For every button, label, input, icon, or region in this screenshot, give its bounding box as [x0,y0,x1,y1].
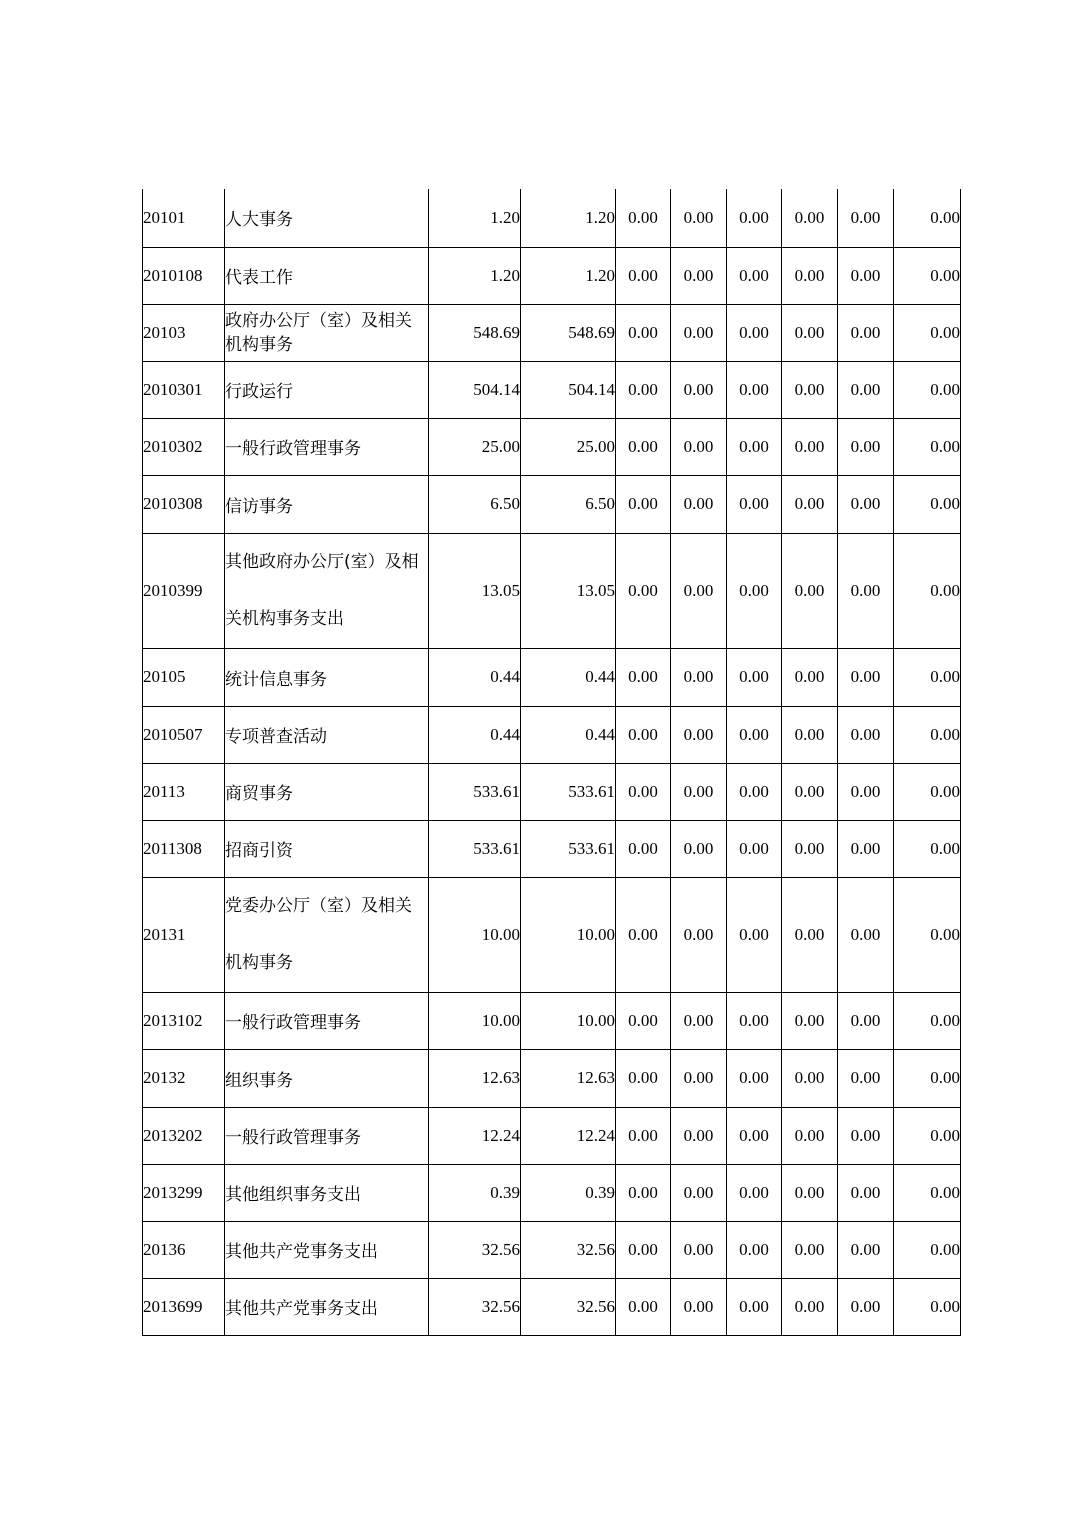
table-row [143,992,961,1049]
amount-cell: 0.00 [782,1221,838,1278]
amount-cell: 0.00 [782,1278,838,1335]
table-row [143,418,961,475]
amount-cell: 0.00 [616,1221,671,1278]
subject-code-cell: 2013102 [143,992,225,1049]
basic-amount-cell: 12.24 [521,1107,616,1164]
amount-cell: 0.00 [782,1164,838,1221]
table-row [143,706,961,763]
total-amount-cell: 533.61 [429,820,521,877]
basic-amount-cell: 0.44 [521,706,616,763]
total-amount-cell: 0.44 [429,706,521,763]
amount-cell: 0.00 [782,1107,838,1164]
basic-amount-cell: 10.00 [521,992,616,1049]
basic-amount-cell: 12.63 [521,1049,616,1107]
subject-code-cell: 20103 [143,304,225,361]
amount-cell: 0.00 [894,533,961,648]
subject-name-cell: 其他政府办公厅(室）及相关机构事务支出 [225,533,429,648]
total-amount-cell: 13.05 [429,533,521,648]
total-amount-cell: 0.44 [429,648,521,706]
subject-name-cell: 信访事务 [225,475,429,533]
table-row [143,304,961,361]
amount-cell: 0.00 [894,304,961,361]
subject-code-cell: 20105 [143,648,225,706]
basic-amount-cell: 25.00 [521,418,616,475]
amount-cell: 0.00 [616,1049,671,1107]
amount-cell: 0.00 [671,475,727,533]
subject-code-cell: 20113 [143,763,225,820]
amount-cell: 0.00 [727,648,782,706]
amount-cell: 0.00 [727,820,782,877]
amount-cell: 0.00 [727,533,782,648]
amount-cell: 0.00 [727,418,782,475]
basic-amount-cell: 1.20 [521,247,616,304]
subject-name-cell: 其他组织事务支出 [225,1164,429,1221]
amount-cell: 0.00 [838,763,894,820]
subject-code-cell: 20101 [143,189,225,247]
basic-amount-cell: 6.50 [521,475,616,533]
subject-code-cell: 2010302 [143,418,225,475]
amount-cell: 0.00 [671,1107,727,1164]
table-row [143,1278,961,1335]
basic-amount-cell: 0.39 [521,1164,616,1221]
amount-cell: 0.00 [616,877,671,992]
basic-amount-cell: 504.14 [521,361,616,418]
subject-code-cell: 20136 [143,1221,225,1278]
amount-cell: 0.00 [671,1164,727,1221]
subject-name-cell: 招商引资 [225,820,429,877]
basic-amount-cell: 1.20 [521,189,616,247]
total-amount-cell: 1.20 [429,189,521,247]
amount-cell: 0.00 [727,877,782,992]
amount-cell: 0.00 [671,706,727,763]
amount-cell: 0.00 [838,1221,894,1278]
basic-amount-cell: 0.44 [521,648,616,706]
amount-cell: 0.00 [894,820,961,877]
basic-amount-cell: 32.56 [521,1278,616,1335]
amount-cell: 0.00 [616,189,671,247]
amount-cell: 0.00 [727,1164,782,1221]
amount-cell: 0.00 [838,1278,894,1335]
basic-amount-cell: 548.69 [521,304,616,361]
subject-name-cell: 行政运行 [225,361,429,418]
subject-code-cell: 2013202 [143,1107,225,1164]
amount-cell: 0.00 [671,361,727,418]
table-row [143,1049,961,1107]
amount-cell: 0.00 [894,992,961,1049]
amount-cell: 0.00 [671,1221,727,1278]
subject-name-cell: 政府办公厅（室）及相关机构事务 [225,304,429,361]
amount-cell: 0.00 [838,648,894,706]
subject-code-cell: 2010108 [143,247,225,304]
amount-cell: 0.00 [838,1049,894,1107]
amount-cell: 0.00 [894,1278,961,1335]
subject-name-cell: 专项普查活动 [225,706,429,763]
amount-cell: 0.00 [894,418,961,475]
amount-cell: 0.00 [727,247,782,304]
amount-cell: 0.00 [894,189,961,247]
table-row [143,1221,961,1278]
table-row [143,648,961,706]
total-amount-cell: 12.24 [429,1107,521,1164]
amount-cell: 0.00 [782,763,838,820]
table-row [143,1164,961,1221]
amount-cell: 0.00 [616,992,671,1049]
amount-cell: 0.00 [727,361,782,418]
amount-cell: 0.00 [727,304,782,361]
amount-cell: 0.00 [782,475,838,533]
amount-cell: 0.00 [894,1107,961,1164]
subject-code-cell: 2010399 [143,533,225,648]
amount-cell: 0.00 [616,820,671,877]
amount-cell: 0.00 [616,763,671,820]
subject-name-cell: 商贸事务 [225,763,429,820]
total-amount-cell: 6.50 [429,475,521,533]
amount-cell: 0.00 [671,418,727,475]
amount-cell: 0.00 [894,361,961,418]
subject-code-cell: 20132 [143,1049,225,1107]
table-row [143,475,961,533]
amount-cell: 0.00 [894,763,961,820]
total-amount-cell: 25.00 [429,418,521,475]
amount-cell: 0.00 [727,1221,782,1278]
amount-cell: 0.00 [894,877,961,992]
total-amount-cell: 533.61 [429,763,521,820]
amount-cell: 0.00 [782,304,838,361]
basic-amount-cell: 32.56 [521,1221,616,1278]
basic-amount-cell: 10.00 [521,877,616,992]
amount-cell: 0.00 [616,1107,671,1164]
amount-cell: 0.00 [838,820,894,877]
amount-cell: 0.00 [671,763,727,820]
expenditure-table [142,189,961,1336]
total-amount-cell: 12.63 [429,1049,521,1107]
amount-cell: 0.00 [671,247,727,304]
basic-amount-cell: 533.61 [521,763,616,820]
amount-cell: 0.00 [782,418,838,475]
amount-cell: 0.00 [782,648,838,706]
subject-name-cell: 组织事务 [225,1049,429,1107]
amount-cell: 0.00 [671,992,727,1049]
basic-amount-cell: 533.61 [521,820,616,877]
total-amount-cell: 10.00 [429,877,521,992]
amount-cell: 0.00 [894,706,961,763]
subject-code-cell: 2013299 [143,1164,225,1221]
total-amount-cell: 504.14 [429,361,521,418]
amount-cell: 0.00 [727,475,782,533]
table-row [143,763,961,820]
amount-cell: 0.00 [671,820,727,877]
amount-cell: 0.00 [838,1164,894,1221]
subject-name-cell: 一般行政管理事务 [225,992,429,1049]
amount-cell: 0.00 [894,1164,961,1221]
amount-cell: 0.00 [616,1164,671,1221]
table-row [143,820,961,877]
amount-cell: 0.00 [838,361,894,418]
amount-cell: 0.00 [671,1278,727,1335]
amount-cell: 0.00 [616,533,671,648]
subject-code-cell: 2011308 [143,820,225,877]
amount-cell: 0.00 [838,533,894,648]
table-row [143,189,961,247]
amount-cell: 0.00 [727,992,782,1049]
subject-code-cell: 2010301 [143,361,225,418]
table-row [143,247,961,304]
table-row [143,1107,961,1164]
amount-cell: 0.00 [671,304,727,361]
total-amount-cell: 1.20 [429,247,521,304]
amount-cell: 0.00 [782,361,838,418]
amount-cell: 0.00 [727,763,782,820]
amount-cell: 0.00 [838,304,894,361]
amount-cell: 0.00 [616,1278,671,1335]
amount-cell: 0.00 [671,1049,727,1107]
amount-cell: 0.00 [894,247,961,304]
amount-cell: 0.00 [838,877,894,992]
amount-cell: 0.00 [616,304,671,361]
subject-name-cell: 党委办公厅（室）及相关机构事务 [225,877,429,992]
amount-cell: 0.00 [838,247,894,304]
amount-cell: 0.00 [782,1049,838,1107]
amount-cell: 0.00 [671,877,727,992]
subject-name-cell: 代表工作 [225,247,429,304]
amount-cell: 0.00 [894,1049,961,1107]
amount-cell: 0.00 [838,992,894,1049]
amount-cell: 0.00 [616,706,671,763]
amount-cell: 0.00 [838,475,894,533]
amount-cell: 0.00 [616,247,671,304]
amount-cell: 0.00 [782,992,838,1049]
amount-cell: 0.00 [782,706,838,763]
table-row [143,361,961,418]
amount-cell: 0.00 [894,648,961,706]
amount-cell: 0.00 [782,189,838,247]
subject-name-cell: 人大事务 [225,189,429,247]
amount-cell: 0.00 [782,533,838,648]
subject-name-cell: 其他共产党事务支出 [225,1221,429,1278]
subject-name-cell: 一般行政管理事务 [225,418,429,475]
total-amount-cell: 10.00 [429,992,521,1049]
amount-cell: 0.00 [782,820,838,877]
amount-cell: 0.00 [782,877,838,992]
total-amount-cell: 32.56 [429,1221,521,1278]
amount-cell: 0.00 [838,189,894,247]
amount-cell: 0.00 [727,1278,782,1335]
subject-code-cell: 2010507 [143,706,225,763]
amount-cell: 0.00 [894,1221,961,1278]
amount-cell: 0.00 [838,418,894,475]
subject-name-cell: 其他共产党事务支出 [225,1278,429,1335]
amount-cell: 0.00 [727,189,782,247]
amount-cell: 0.00 [727,706,782,763]
basic-amount-cell: 13.05 [521,533,616,648]
subject-name-cell: 一般行政管理事务 [225,1107,429,1164]
amount-cell: 0.00 [838,706,894,763]
amount-cell: 0.00 [671,533,727,648]
table-row [143,533,961,648]
amount-cell: 0.00 [671,189,727,247]
amount-cell: 0.00 [894,475,961,533]
subject-code-cell: 20131 [143,877,225,992]
amount-cell: 0.00 [838,1107,894,1164]
table-row [143,877,961,992]
amount-cell: 0.00 [782,247,838,304]
amount-cell: 0.00 [671,648,727,706]
total-amount-cell: 32.56 [429,1278,521,1335]
amount-cell: 0.00 [616,418,671,475]
amount-cell: 0.00 [727,1107,782,1164]
amount-cell: 0.00 [727,1049,782,1107]
subject-code-cell: 2010308 [143,475,225,533]
total-amount-cell: 0.39 [429,1164,521,1221]
subject-code-cell: 2013699 [143,1278,225,1335]
subject-name-cell: 统计信息事务 [225,648,429,706]
amount-cell: 0.00 [616,361,671,418]
amount-cell: 0.00 [616,475,671,533]
total-amount-cell: 548.69 [429,304,521,361]
amount-cell: 0.00 [616,648,671,706]
